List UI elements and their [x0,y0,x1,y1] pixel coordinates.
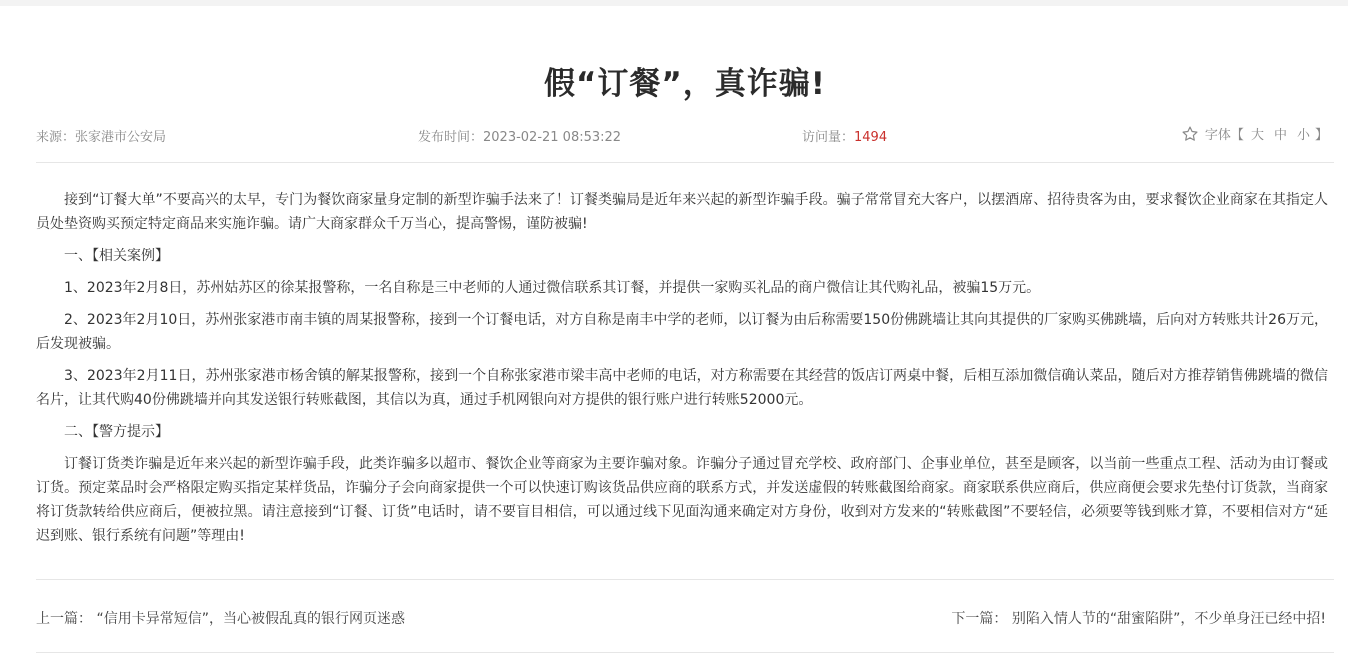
prev-label: 上一篇： [36,611,92,627]
font-large-button[interactable]: 大 [1250,128,1264,143]
star-icon[interactable] [1181,125,1199,143]
source-label: 来源：张家港市公安局 [36,130,167,145]
top-bar [0,0,1348,6]
font-size-control [1181,124,1328,143]
publish-time: 发布时间：2023-02-21 08:53:22 [418,130,622,145]
font-small-button[interactable]: 小 [1296,128,1310,143]
font-medium-button[interactable]: 中 [1273,128,1287,143]
visit-count [802,126,887,145]
next-article-link[interactable] [951,608,1326,628]
prev-article-link[interactable] [36,608,405,628]
font-bracket-close: 】 [1314,128,1328,143]
section-heading-tips: 二、【警方提示】 [64,424,169,440]
visits-label: 访问量： [802,130,855,145]
next-title: 别陷入情人节的“甜蜜陷阱”，不少单身汪已经中招! [1011,611,1326,627]
article-title: 假“订餐”，真诈骗! [544,66,826,102]
intro-paragraph: 接到“订餐大单”不要高兴的太早，专门为餐饮商家量身定制的新型诈骗手法来了！订餐类骗局是近年来兴起的新型诈骗手段。骗子常常冒充大客户，以摆酒席、招待贵客为由，要求餐饮企业商家在其指定人员处垫资购买预定特定商品来实施诈骗。请广大商家群众千万当心，提高警惕，谨防被骗! [36,192,1328,232]
font-label: 字体【 [1204,128,1244,143]
section-heading-cases: 一、【相关案例】 [64,248,169,264]
article-body [36,188,1328,556]
meta-divider [36,162,1334,163]
case-paragraph-1: 1、2023年2月8日，苏州姑苏区的徐某报警称，一名自称是三中老师的人通过微信联系其订餐，并提供一家购买礼品的商户微信让其代购礼品，被骗15万元。 [64,280,1041,296]
case-paragraph-2: 2、2023年2月10日，苏州张家港市南丰镇的周某报警称，接到一个订餐电话，对方自称是南丰中学的老师，以订餐为由后称需要150份佛跳墙让其向其提供的厂家购买佛跳墙，后向对方转账共计26万元，后发现被骗。 [36,312,1328,352]
tips-paragraph: 订餐订货类诈骗是近年来兴起的新型诈骗手段，此类诈骗多以超市、餐饮企业等商家为主要诈骗对象。诈骗分子通过冒充学校、政府部门、企事业单位，甚至是顾客，以当前一些重点工程、活动为由订餐或订货。预定菜品时会严格限定购买指定某样货品，诈骗分子会向商家提供一个可以快速订购该货品供应商的联系方式，并发送虚假的转账截图给商家。商家联系供应商后，供应商便会要求先垫付订货款，当商家将订货款转给供应商后，便被拉黑。请注意接到“订餐、订货”电话时，请不要盲目相信，可以通过线下见面沟通来确定对方身份，收到对方发来的“转账截图”不要轻信，必须要等钱到账才算，不要相信对方“延迟到账、银行系统有问题”等理由! [36,456,1328,544]
prev-title: “信用卡异常短信”，当心被假乱真的银行网页迷惑 [96,611,405,627]
case-paragraph-3: 3、2023年2月11日，苏州张家港市杨舍镇的解某报警称，接到一个自称张家港市梁丰高中老师的电话，对方称需要在其经营的饭店订两桌中餐，后相互添加微信确认菜品，随后对方推荐销售佛跳墙的微信名片，让其代购40份佛跳墙并向其发送银行转账截图，其信以为真，通过手机网银向对方提供的银行账户进行转账52000元。 [36,368,1328,408]
nav-divider-bottom [36,652,1334,653]
article-meta [36,124,1334,146]
visits-number: 1494 [854,130,888,145]
nav-divider-top [36,579,1334,580]
next-label: 下一篇： [951,611,1008,627]
